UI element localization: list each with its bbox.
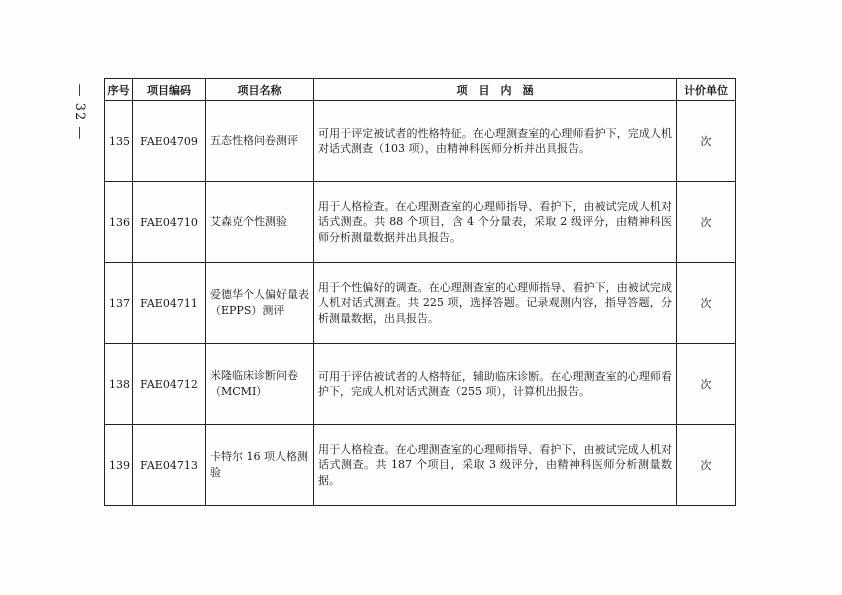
item-content: 用于人格检查。在心理测查室的心理师指导、看护下，由被试完成人机对话式测查。共 187 个项目，采取 3 级评分，由精神科医师分析测量数据。 <box>314 425 677 506</box>
item-code: FAE04712 <box>133 344 206 425</box>
item-content: 可用于评定被试者的性格特征。在心理测查室的心理师看护下，完成人机对话式测查（103 项），由精神科医师分析并出具报告。 <box>314 101 677 182</box>
item-name: 卡特尔 16 项人格测验 <box>206 425 314 506</box>
header-content: 项 目 内 涵 <box>314 79 677 101</box>
table-row <box>105 344 736 425</box>
row-number: 139 <box>105 425 133 506</box>
page-number: — 32 — <box>72 83 88 141</box>
row-number: 137 <box>105 263 133 344</box>
item-content: 可用于评估被试者的人格特征，辅助临床诊断。在心理测查室的心理师看护下，完成人机对话式测查（255 项），计算机出报告。 <box>314 344 677 425</box>
table-header-row <box>105 79 736 101</box>
billing-unit: 次 <box>677 101 736 182</box>
table-row <box>105 263 736 344</box>
item-code: FAE04710 <box>133 182 206 263</box>
item-code: FAE04709 <box>133 101 206 182</box>
header-unit: 计价单位 <box>677 79 736 101</box>
billing-unit: 次 <box>677 344 736 425</box>
item-code: FAE04711 <box>133 263 206 344</box>
row-number: 135 <box>105 101 133 182</box>
item-name: 米隆临床诊断问卷（MCMI） <box>206 344 314 425</box>
item-content: 用于人格检查。在心理测查室的心理师指导、看护下，由被试完成人机对话式测查。共 88 个项目，含 4 个分量表，采取 2 级评分，由精神科医师分析测量数据并出具报告。 <box>314 182 677 263</box>
item-name: 爱德华个人偏好量表（EPPS）测评 <box>206 263 314 344</box>
item-code: FAE04713 <box>133 425 206 506</box>
billing-unit: 次 <box>677 263 736 344</box>
item-name: 五态性格问卷测评 <box>206 101 314 182</box>
row-number: 136 <box>105 182 133 263</box>
header-code: 项目编码 <box>133 79 206 101</box>
header-name: 项目名称 <box>206 79 314 101</box>
item-name: 艾森克个性测验 <box>206 182 314 263</box>
header-no: 序号 <box>105 79 133 101</box>
billing-unit: 次 <box>677 182 736 263</box>
fee-table <box>104 78 736 506</box>
table-row <box>105 425 736 506</box>
billing-unit: 次 <box>677 425 736 506</box>
table-row <box>105 182 736 263</box>
table-row <box>105 101 736 182</box>
item-content: 用于个性偏好的调查。在心理测查室的心理师指导、看护下，由被试完成人机对话式测查。共 225 项，选择答题。记录观测内容，指导答题，分析测量数据，出具报告。 <box>314 263 677 344</box>
row-number: 138 <box>105 344 133 425</box>
